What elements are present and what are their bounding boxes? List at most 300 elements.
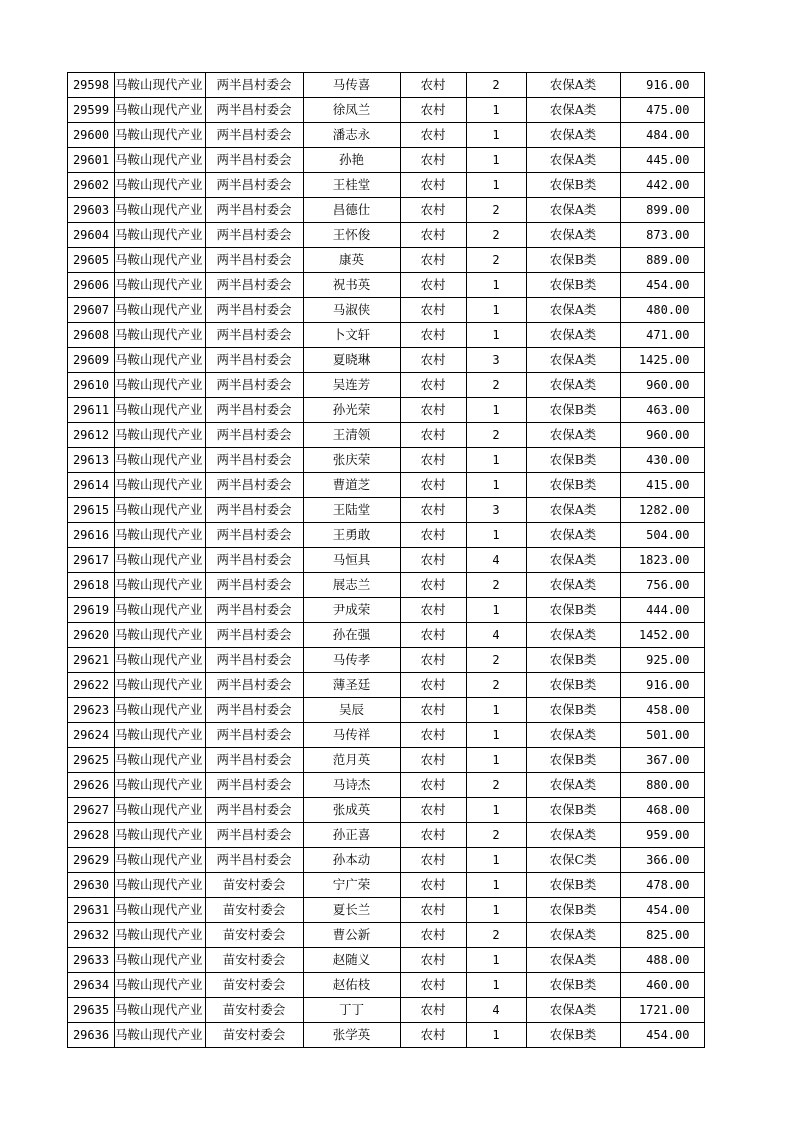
cell-amount: 873.00 bbox=[620, 223, 704, 248]
cell-category: 农保C类 bbox=[526, 848, 620, 873]
cell-town bbox=[115, 123, 206, 148]
cell-amount: 1452.00 bbox=[620, 623, 704, 648]
table-row bbox=[68, 648, 705, 673]
cell-village: 两半昌村委会 bbox=[205, 423, 303, 448]
cell-town-text: 马鞍山现代产业 bbox=[115, 1027, 203, 1042]
cell-town-text: 马鞍山现代产业 bbox=[115, 277, 203, 292]
cell-category: 农保A类 bbox=[526, 73, 620, 98]
table-row bbox=[68, 873, 705, 898]
cell-household-type: 农村 bbox=[400, 523, 466, 548]
cell-town bbox=[115, 298, 206, 323]
cell-village: 两半昌村委会 bbox=[205, 273, 303, 298]
cell-household-type: 农村 bbox=[400, 673, 466, 698]
cell-record-id: 29598 bbox=[68, 73, 115, 98]
cell-village: 两半昌村委会 bbox=[205, 498, 303, 523]
cell-town-text: 马鞍山现代产业 bbox=[115, 702, 203, 717]
cell-category: 农保A类 bbox=[526, 523, 620, 548]
cell-category: 农保A类 bbox=[526, 948, 620, 973]
cell-amount: 488.00 bbox=[620, 948, 704, 973]
cell-village: 苗安村委会 bbox=[205, 873, 303, 898]
cell-record-id: 29610 bbox=[68, 373, 115, 398]
cell-category: 农保A类 bbox=[526, 223, 620, 248]
cell-amount: 1282.00 bbox=[620, 498, 704, 523]
cell-household-type: 农村 bbox=[400, 223, 466, 248]
cell-category: 农保B类 bbox=[526, 648, 620, 673]
cell-town bbox=[115, 648, 206, 673]
cell-town-text: 马鞍山现代产业 bbox=[115, 752, 203, 767]
cell-category: 农保B类 bbox=[526, 898, 620, 923]
cell-village: 两半昌村委会 bbox=[205, 698, 303, 723]
cell-record-id: 29607 bbox=[68, 298, 115, 323]
cell-person-name: 张成英 bbox=[303, 798, 400, 823]
cell-record-id: 29606 bbox=[68, 273, 115, 298]
cell-household-type: 农村 bbox=[400, 198, 466, 223]
cell-town-text: 马鞍山现代产业 bbox=[115, 802, 203, 817]
table-row bbox=[68, 298, 705, 323]
cell-town-text: 马鞍山现代产业 bbox=[115, 502, 203, 517]
cell-category: 农保A类 bbox=[526, 923, 620, 948]
cell-town bbox=[115, 423, 206, 448]
table-row bbox=[68, 423, 705, 448]
cell-amount: 366.00 bbox=[620, 848, 704, 873]
cell-household-type: 农村 bbox=[400, 648, 466, 673]
cell-category: 农保B类 bbox=[526, 748, 620, 773]
cell-category: 农保A类 bbox=[526, 823, 620, 848]
cell-household-type: 农村 bbox=[400, 698, 466, 723]
table-row bbox=[68, 623, 705, 648]
cell-record-id: 29600 bbox=[68, 123, 115, 148]
cell-record-id: 29635 bbox=[68, 998, 115, 1023]
cell-amount: 478.00 bbox=[620, 873, 704, 898]
cell-town bbox=[115, 323, 206, 348]
cell-person-name: 孙在强 bbox=[303, 623, 400, 648]
cell-record-id: 29630 bbox=[68, 873, 115, 898]
cell-person-name: 展志兰 bbox=[303, 573, 400, 598]
cell-person-name: 昌德仕 bbox=[303, 198, 400, 223]
cell-member-count: 1 bbox=[466, 273, 526, 298]
cell-household-type: 农村 bbox=[400, 248, 466, 273]
cell-record-id: 29622 bbox=[68, 673, 115, 698]
cell-amount: 504.00 bbox=[620, 523, 704, 548]
table-row bbox=[68, 898, 705, 923]
cell-town-text: 马鞍山现代产业 bbox=[115, 302, 203, 317]
cell-village: 两半昌村委会 bbox=[205, 648, 303, 673]
cell-village: 两半昌村委会 bbox=[205, 348, 303, 373]
table-row bbox=[68, 273, 705, 298]
cell-record-id: 29623 bbox=[68, 698, 115, 723]
cell-person-name: 王清领 bbox=[303, 423, 400, 448]
cell-town-text: 马鞍山现代产业 bbox=[115, 902, 203, 917]
cell-village: 苗安村委会 bbox=[205, 948, 303, 973]
cell-town-text: 马鞍山现代产业 bbox=[115, 252, 203, 267]
cell-person-name: 王勇敢 bbox=[303, 523, 400, 548]
cell-village: 两半昌村委会 bbox=[205, 473, 303, 498]
cell-town-text: 马鞍山现代产业 bbox=[115, 977, 203, 992]
cell-member-count: 1 bbox=[466, 123, 526, 148]
table-row bbox=[68, 73, 705, 98]
cell-person-name: 马恒具 bbox=[303, 548, 400, 573]
cell-record-id: 29599 bbox=[68, 98, 115, 123]
table-row bbox=[68, 1023, 705, 1048]
cell-person-name: 夏长兰 bbox=[303, 898, 400, 923]
cell-town bbox=[115, 223, 206, 248]
cell-member-count: 2 bbox=[466, 198, 526, 223]
cell-town bbox=[115, 673, 206, 698]
cell-member-count: 1 bbox=[466, 523, 526, 548]
cell-member-count: 1 bbox=[466, 848, 526, 873]
cell-person-name: 徐凤兰 bbox=[303, 98, 400, 123]
cell-person-name: 曹道芝 bbox=[303, 473, 400, 498]
cell-record-id: 29617 bbox=[68, 548, 115, 573]
cell-category: 农保B类 bbox=[526, 448, 620, 473]
cell-household-type: 农村 bbox=[400, 98, 466, 123]
cell-member-count: 1 bbox=[466, 898, 526, 923]
cell-town bbox=[115, 198, 206, 223]
cell-household-type: 农村 bbox=[400, 423, 466, 448]
cell-town bbox=[115, 398, 206, 423]
cell-household-type: 农村 bbox=[400, 123, 466, 148]
cell-village: 两半昌村委会 bbox=[205, 523, 303, 548]
cell-town bbox=[115, 273, 206, 298]
cell-record-id: 29627 bbox=[68, 798, 115, 823]
cell-household-type: 农村 bbox=[400, 848, 466, 873]
cell-member-count: 4 bbox=[466, 998, 526, 1023]
cell-person-name: 赵随义 bbox=[303, 948, 400, 973]
cell-town bbox=[115, 973, 206, 998]
cell-household-type: 农村 bbox=[400, 873, 466, 898]
cell-amount: 454.00 bbox=[620, 898, 704, 923]
cell-category: 农保A类 bbox=[526, 98, 620, 123]
cell-member-count: 1 bbox=[466, 948, 526, 973]
cell-village: 两半昌村委会 bbox=[205, 73, 303, 98]
cell-town bbox=[115, 848, 206, 873]
cell-record-id: 29613 bbox=[68, 448, 115, 473]
cell-member-count: 1 bbox=[466, 148, 526, 173]
cell-village: 两半昌村委会 bbox=[205, 198, 303, 223]
cell-person-name: 卜文轩 bbox=[303, 323, 400, 348]
cell-amount: 463.00 bbox=[620, 398, 704, 423]
cell-town bbox=[115, 448, 206, 473]
cell-category: 农保B类 bbox=[526, 248, 620, 273]
cell-amount: 1425.00 bbox=[620, 348, 704, 373]
cell-amount: 1721.00 bbox=[620, 998, 704, 1023]
cell-household-type: 农村 bbox=[400, 623, 466, 648]
table-row bbox=[68, 98, 705, 123]
cell-amount: 925.00 bbox=[620, 648, 704, 673]
cell-record-id: 29636 bbox=[68, 1023, 115, 1048]
table-row bbox=[68, 723, 705, 748]
cell-amount: 484.00 bbox=[620, 123, 704, 148]
cell-record-id: 29624 bbox=[68, 723, 115, 748]
cell-village: 苗安村委会 bbox=[205, 1023, 303, 1048]
cell-household-type: 农村 bbox=[400, 148, 466, 173]
cell-village: 两半昌村委会 bbox=[205, 323, 303, 348]
table-row bbox=[68, 473, 705, 498]
cell-amount: 1823.00 bbox=[620, 548, 704, 573]
cell-village: 两半昌村委会 bbox=[205, 148, 303, 173]
cell-town bbox=[115, 73, 206, 98]
cell-member-count: 2 bbox=[466, 923, 526, 948]
cell-person-name: 王陆堂 bbox=[303, 498, 400, 523]
cell-person-name: 丁丁 bbox=[303, 998, 400, 1023]
cell-member-count: 2 bbox=[466, 373, 526, 398]
cell-household-type: 农村 bbox=[400, 473, 466, 498]
cell-member-count: 1 bbox=[466, 398, 526, 423]
cell-amount: 430.00 bbox=[620, 448, 704, 473]
table-row bbox=[68, 123, 705, 148]
table-row bbox=[68, 773, 705, 798]
cell-record-id: 29615 bbox=[68, 498, 115, 523]
cell-town-text: 马鞍山现代产业 bbox=[115, 552, 203, 567]
cell-town-text: 马鞍山现代产业 bbox=[115, 202, 203, 217]
cell-person-name: 马传祥 bbox=[303, 723, 400, 748]
cell-member-count: 4 bbox=[466, 623, 526, 648]
table-row bbox=[68, 548, 705, 573]
cell-village: 两半昌村委会 bbox=[205, 823, 303, 848]
table-row bbox=[68, 673, 705, 698]
cell-town bbox=[115, 948, 206, 973]
cell-category: 农保A类 bbox=[526, 998, 620, 1023]
cell-amount: 889.00 bbox=[620, 248, 704, 273]
table-row bbox=[68, 998, 705, 1023]
cell-person-name: 孙艳 bbox=[303, 148, 400, 173]
cell-amount: 415.00 bbox=[620, 473, 704, 498]
cell-person-name: 吴辰 bbox=[303, 698, 400, 723]
cell-village: 两半昌村委会 bbox=[205, 248, 303, 273]
cell-town bbox=[115, 623, 206, 648]
table-row bbox=[68, 223, 705, 248]
cell-amount: 460.00 bbox=[620, 973, 704, 998]
cell-member-count: 3 bbox=[466, 498, 526, 523]
table-row bbox=[68, 248, 705, 273]
cell-member-count: 1 bbox=[466, 973, 526, 998]
cell-record-id: 29603 bbox=[68, 198, 115, 223]
cell-village: 苗安村委会 bbox=[205, 923, 303, 948]
cell-member-count: 2 bbox=[466, 73, 526, 98]
cell-member-count: 1 bbox=[466, 173, 526, 198]
cell-person-name: 孙光荣 bbox=[303, 398, 400, 423]
cell-town-text: 马鞍山现代产业 bbox=[115, 452, 203, 467]
cell-town-text: 马鞍山现代产业 bbox=[115, 177, 203, 192]
cell-town bbox=[115, 348, 206, 373]
cell-record-id: 29604 bbox=[68, 223, 115, 248]
table-row bbox=[68, 923, 705, 948]
cell-household-type: 农村 bbox=[400, 273, 466, 298]
cell-member-count: 2 bbox=[466, 648, 526, 673]
cell-amount: 756.00 bbox=[620, 573, 704, 598]
cell-household-type: 农村 bbox=[400, 973, 466, 998]
cell-village: 苗安村委会 bbox=[205, 998, 303, 1023]
table-row bbox=[68, 398, 705, 423]
cell-town bbox=[115, 798, 206, 823]
cell-town bbox=[115, 373, 206, 398]
cell-household-type: 农村 bbox=[400, 323, 466, 348]
cell-amount: 501.00 bbox=[620, 723, 704, 748]
cell-town bbox=[115, 148, 206, 173]
cell-household-type: 农村 bbox=[400, 373, 466, 398]
cell-town bbox=[115, 548, 206, 573]
cell-amount: 444.00 bbox=[620, 598, 704, 623]
cell-town-text: 马鞍山现代产业 bbox=[115, 602, 203, 617]
cell-record-id: 29608 bbox=[68, 323, 115, 348]
cell-amount: 916.00 bbox=[620, 673, 704, 698]
cell-village: 两半昌村委会 bbox=[205, 798, 303, 823]
cell-category: 农保B类 bbox=[526, 173, 620, 198]
cell-household-type: 农村 bbox=[400, 923, 466, 948]
cell-village: 两半昌村委会 bbox=[205, 298, 303, 323]
cell-household-type: 农村 bbox=[400, 998, 466, 1023]
cell-village: 两半昌村委会 bbox=[205, 398, 303, 423]
table-row bbox=[68, 523, 705, 548]
cell-person-name: 马诗杰 bbox=[303, 773, 400, 798]
cell-record-id: 29626 bbox=[68, 773, 115, 798]
cell-household-type: 农村 bbox=[400, 948, 466, 973]
cell-town-text: 马鞍山现代产业 bbox=[115, 427, 203, 442]
cell-member-count: 1 bbox=[466, 698, 526, 723]
cell-amount: 475.00 bbox=[620, 98, 704, 123]
cell-village: 两半昌村委会 bbox=[205, 723, 303, 748]
cell-village: 两半昌村委会 bbox=[205, 573, 303, 598]
cell-amount: 471.00 bbox=[620, 323, 704, 348]
table-row bbox=[68, 373, 705, 398]
cell-category: 农保A类 bbox=[526, 348, 620, 373]
cell-record-id: 29620 bbox=[68, 623, 115, 648]
cell-member-count: 1 bbox=[466, 873, 526, 898]
cell-person-name: 薄圣廷 bbox=[303, 673, 400, 698]
cell-town-text: 马鞍山现代产业 bbox=[115, 852, 203, 867]
cell-person-name: 吴连芳 bbox=[303, 373, 400, 398]
relief-roster-table bbox=[67, 72, 705, 1048]
table-row bbox=[68, 823, 705, 848]
cell-village: 两半昌村委会 bbox=[205, 848, 303, 873]
cell-amount: 480.00 bbox=[620, 298, 704, 323]
cell-town-text: 马鞍山现代产业 bbox=[115, 77, 203, 92]
cell-village: 两半昌村委会 bbox=[205, 123, 303, 148]
cell-town bbox=[115, 748, 206, 773]
cell-town-text: 马鞍山现代产业 bbox=[115, 477, 203, 492]
cell-member-count: 4 bbox=[466, 548, 526, 573]
cell-category: 农保A类 bbox=[526, 148, 620, 173]
cell-village: 两半昌村委会 bbox=[205, 223, 303, 248]
cell-village: 两半昌村委会 bbox=[205, 748, 303, 773]
cell-household-type: 农村 bbox=[400, 823, 466, 848]
cell-town-text: 马鞍山现代产业 bbox=[115, 677, 203, 692]
cell-town bbox=[115, 523, 206, 548]
cell-person-name: 王桂堂 bbox=[303, 173, 400, 198]
cell-town bbox=[115, 98, 206, 123]
cell-amount: 960.00 bbox=[620, 423, 704, 448]
cell-town bbox=[115, 873, 206, 898]
table-row bbox=[68, 573, 705, 598]
cell-record-id: 29601 bbox=[68, 148, 115, 173]
cell-category: 农保B类 bbox=[526, 1023, 620, 1048]
cell-record-id: 29634 bbox=[68, 973, 115, 998]
cell-village: 两半昌村委会 bbox=[205, 548, 303, 573]
cell-category: 农保B类 bbox=[526, 673, 620, 698]
cell-amount: 880.00 bbox=[620, 773, 704, 798]
cell-person-name: 孙本动 bbox=[303, 848, 400, 873]
cell-record-id: 29619 bbox=[68, 598, 115, 623]
cell-category: 农保A类 bbox=[526, 323, 620, 348]
table-row bbox=[68, 148, 705, 173]
cell-village: 两半昌村委会 bbox=[205, 448, 303, 473]
cell-person-name: 康英 bbox=[303, 248, 400, 273]
table-row bbox=[68, 348, 705, 373]
cell-member-count: 2 bbox=[466, 573, 526, 598]
cell-town-text: 马鞍山现代产业 bbox=[115, 627, 203, 642]
cell-category: 农保B类 bbox=[526, 473, 620, 498]
cell-village: 两半昌村委会 bbox=[205, 773, 303, 798]
cell-record-id: 29602 bbox=[68, 173, 115, 198]
cell-record-id: 29621 bbox=[68, 648, 115, 673]
cell-member-count: 2 bbox=[466, 423, 526, 448]
cell-category: 农保B类 bbox=[526, 798, 620, 823]
cell-town-text: 马鞍山现代产业 bbox=[115, 152, 203, 167]
table-row bbox=[68, 448, 705, 473]
cell-person-name: 张学英 bbox=[303, 1023, 400, 1048]
cell-town-text: 马鞍山现代产业 bbox=[115, 727, 203, 742]
cell-town-text: 马鞍山现代产业 bbox=[115, 827, 203, 842]
cell-town bbox=[115, 573, 206, 598]
cell-category: 农保A类 bbox=[526, 498, 620, 523]
table-row bbox=[68, 848, 705, 873]
cell-town bbox=[115, 473, 206, 498]
cell-household-type: 农村 bbox=[400, 448, 466, 473]
cell-person-name: 王怀俊 bbox=[303, 223, 400, 248]
cell-member-count: 1 bbox=[466, 98, 526, 123]
cell-household-type: 农村 bbox=[400, 548, 466, 573]
cell-category: 农保A类 bbox=[526, 773, 620, 798]
cell-village: 苗安村委会 bbox=[205, 898, 303, 923]
cell-town bbox=[115, 1023, 206, 1048]
cell-person-name: 潘志永 bbox=[303, 123, 400, 148]
cell-category: 农保B类 bbox=[526, 398, 620, 423]
cell-member-count: 1 bbox=[466, 598, 526, 623]
cell-category: 农保A类 bbox=[526, 548, 620, 573]
cell-category: 农保A类 bbox=[526, 198, 620, 223]
table-row bbox=[68, 498, 705, 523]
cell-record-id: 29609 bbox=[68, 348, 115, 373]
cell-town-text: 马鞍山现代产业 bbox=[115, 102, 203, 117]
cell-person-name: 赵佑枝 bbox=[303, 973, 400, 998]
cell-member-count: 2 bbox=[466, 248, 526, 273]
cell-household-type: 农村 bbox=[400, 748, 466, 773]
cell-record-id: 29632 bbox=[68, 923, 115, 948]
cell-member-count: 2 bbox=[466, 773, 526, 798]
cell-town-text: 马鞍山现代产业 bbox=[115, 952, 203, 967]
cell-person-name: 尹成荣 bbox=[303, 598, 400, 623]
cell-town bbox=[115, 698, 206, 723]
cell-village: 两半昌村委会 bbox=[205, 598, 303, 623]
cell-member-count: 3 bbox=[466, 348, 526, 373]
table-row bbox=[68, 948, 705, 973]
cell-town-text: 马鞍山现代产业 bbox=[115, 927, 203, 942]
cell-member-count: 1 bbox=[466, 473, 526, 498]
cell-member-count: 1 bbox=[466, 323, 526, 348]
cell-amount: 454.00 bbox=[620, 273, 704, 298]
table-row bbox=[68, 198, 705, 223]
cell-household-type: 农村 bbox=[400, 298, 466, 323]
cell-member-count: 1 bbox=[466, 448, 526, 473]
cell-member-count: 1 bbox=[466, 298, 526, 323]
cell-household-type: 农村 bbox=[400, 898, 466, 923]
cell-person-name: 祝书英 bbox=[303, 273, 400, 298]
cell-town-text: 马鞍山现代产业 bbox=[115, 227, 203, 242]
cell-category: 农保B类 bbox=[526, 973, 620, 998]
cell-town bbox=[115, 498, 206, 523]
cell-record-id: 29605 bbox=[68, 248, 115, 273]
cell-category: 农保A类 bbox=[526, 573, 620, 598]
